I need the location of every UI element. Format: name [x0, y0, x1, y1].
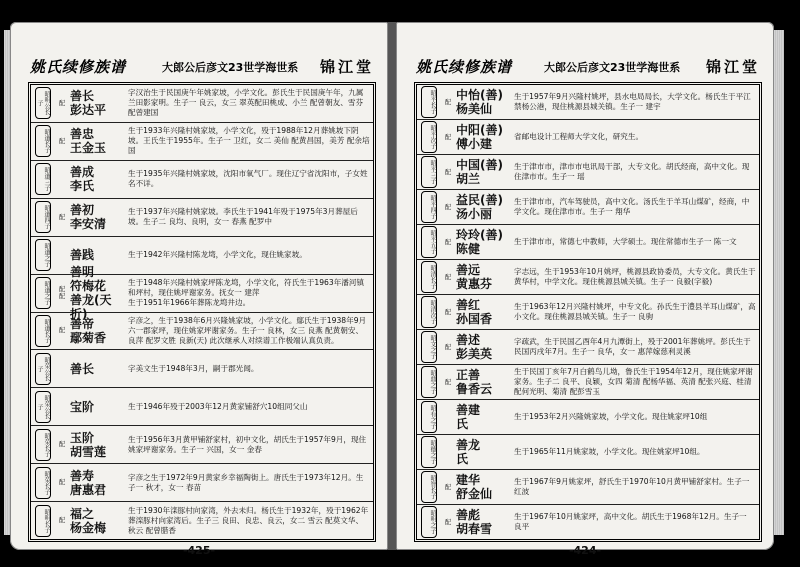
left-page-number: -425- — [182, 544, 216, 557]
relation-label: 配 — [444, 237, 452, 246]
relation-label: 配 — [444, 342, 452, 351]
person-description: 生于津市市，常德七中教师，大学硕士。现住常德市生子一 陈一文 — [514, 237, 737, 246]
person-names: 善明 符梅花 善龙(天折) — [70, 265, 112, 322]
left-book-title: 姚氏续修族谱 — [30, 58, 127, 76]
person-names: 善初 李安清 — [70, 203, 107, 232]
generation-badge: 昭荣公长子 — [35, 391, 51, 423]
person-description: 字美文生于1948年3月，嗣于郡光闻。 — [128, 363, 259, 373]
generation-badge: 昭道之子 — [35, 239, 51, 271]
left-lineage-subtitle: 大郎公后彦文23世学海世系 — [162, 61, 299, 74]
relation-label: 配 — [58, 136, 66, 145]
person-names: 玲玲(善) 陈健 — [456, 228, 503, 256]
person-names: 正善 鲁香云 — [456, 368, 493, 396]
relation-label: 配 — [58, 516, 66, 525]
person-description: 生于1965年11月姚家坡，小学文化。现住姚家坪10组。 — [514, 447, 705, 456]
genealogy-entry-row — [417, 400, 759, 435]
person-description: 字彦之生于1972年9月黄家乡幸福陶街上。唐氏生于1973年12月。生子一 秋才，女一 春苗 — [128, 472, 364, 492]
person-names: 善彪 胡春雪 — [456, 508, 493, 536]
genealogy-entry-row — [417, 330, 759, 365]
generation-badge: 昭道之子 — [35, 277, 51, 309]
person-description: 生于1957年9月兴隆村姚坪，县水电局局长，大学文化。杨氏生于平江禁杨公港，现住桃源县城关镇。生子一 建宇 — [514, 92, 751, 111]
generation-badge: 昭文之子 — [421, 331, 437, 363]
relation-label: 配 — [444, 377, 452, 386]
generation-badge: 昭道长子 — [35, 315, 51, 347]
person-description: 字彦之，生于1938年6月兴隆姚家坡，小学文化。鄢氏生于1938年9月六一郡家坪，现住姚家坪谢家务。生子一 良林，女三 良燕 配黄朝安、良萍 配罗文胜 良新(天) 此次继承人对续谱工作极端认真负责。 — [128, 315, 367, 345]
relation-label: 配 — [58, 212, 66, 221]
left-page — [10, 22, 388, 557]
person-description: 字志远，生于1953年10月姚坪，桃源县政协委员，大专文化。黄氏生于黄华村，中学文化。现住桃源县城关镇。生子一 良毅(字毅) — [514, 267, 756, 286]
person-description: 生于1930年滦豚村向家湾，外去未归。杨氏生于1932年，殁于1962年葬滦豚村向家湾后。生子三 良田、良忠、良云，女二 雪云 配莫文华、秋云 配曾腊香 — [128, 505, 369, 535]
generation-badge: 昭明长子 — [35, 505, 51, 537]
left-genealogy-table — [28, 82, 376, 542]
generation-badge: 昭德之子 — [421, 436, 437, 468]
generation-badge: 昭道长子 — [35, 125, 51, 157]
generation-badge: 昭平五子 — [421, 226, 437, 258]
relation-label: 配 — [444, 307, 452, 316]
genealogy-entry-row — [31, 85, 373, 123]
left-hall-name: 锦江堂 — [319, 58, 374, 76]
person-names: 福之 杨金梅 — [70, 506, 107, 535]
person-names: 中怡(善) 杨美仙 — [456, 88, 503, 116]
relation-label: 配 — [58, 98, 66, 107]
person-description: 生于1948年兴隆村姚家坪陈龙塆，小学文化，符氏生于1963年潘河镇和坪村，现住姚坪谢家务。抚女一 建萍 生于1951年1966年葬陈龙塆井边。 — [128, 278, 365, 308]
genealogy-entry-row — [31, 502, 373, 539]
generation-badge: 昭荣长子 — [35, 429, 51, 461]
person-description: 生于1942年兴隆村陈龙塆，小学文化，现住姚家坡。 — [128, 250, 307, 260]
person-description: 生于1956年3月黄甲铺舒家村，初中文化，胡氏生于1957年9月，现住姚家坪谢家务。生子一 兴国，女一 金春 — [128, 434, 367, 454]
right-page-edge — [774, 30, 784, 535]
person-names: 善远 黄惠芬 — [456, 263, 493, 291]
genealogy-entry-row — [417, 470, 759, 505]
generation-badge: 昭荣长子 — [35, 467, 51, 499]
genealogy-entry-row — [417, 85, 759, 120]
generation-badge: 昭道三子 — [35, 163, 51, 195]
generation-badge: 昭鼎之子 — [421, 366, 437, 398]
right-page — [396, 22, 774, 557]
genealogy-entry-row — [31, 265, 373, 322]
right-hall-name: 锦江堂 — [705, 58, 760, 76]
generation-badge: 昭清次子 — [421, 296, 437, 328]
person-names: 善践 — [70, 248, 95, 263]
person-description: 省邮电设计工程师大学文化，研究生。 — [514, 132, 644, 141]
relation-label: 配 — [444, 517, 452, 526]
left-header — [30, 56, 374, 80]
generation-badge: 昭平长子 — [421, 86, 437, 118]
relation-label: 配 — [58, 440, 66, 449]
right-book-title: 姚氏续修族谱 — [416, 58, 513, 76]
genealogy-entry-row — [31, 464, 373, 502]
generation-badge: 昭智长子 — [421, 471, 437, 503]
person-description: 生于1933年兴隆村姚家坡，小学文化，殁于1988年12月葬姚坡下阴坡。王氏生于1955年。生子一 卫红，女二 美仙 配黄昌国，美芳 配余培国 — [128, 126, 370, 156]
person-names: 宝阶 — [70, 399, 95, 414]
person-names: 善帝 鄢菊香 — [70, 316, 107, 345]
genealogy-entry-row — [31, 426, 373, 464]
generation-badge: 昭清长子 — [421, 261, 437, 293]
person-names: 中阳(善) 傅小建 — [456, 123, 503, 151]
person-description: 生于津市市，汽车驾驶员，高中文化。汤氏生于羊耳山煤矿，经商，中学文化。现住津市市。生子一 翔华 — [514, 197, 750, 216]
genealogy-entry-row — [417, 120, 759, 155]
genealogy-entry-row — [417, 365, 759, 400]
genealogy-entry-row — [417, 435, 759, 470]
person-description: 生于津市市，津市市电讯局干部，大专文化。胡氏经商，高中文化。现住津市市。生子一 瑶 — [514, 162, 750, 181]
genealogy-entry-row — [31, 313, 373, 351]
genealogy-entry-row — [417, 190, 759, 225]
person-names: 善寿 唐惠君 — [70, 468, 107, 497]
person-description: 生于1967年9月姚家坪，舒氏生于1970年10月黄甲铺舒家村。生子一 红波 — [514, 477, 750, 496]
person-names: 善红 孙国香 — [456, 298, 493, 326]
generation-badge: 昭明公长子 — [35, 87, 51, 119]
genealogy-entry-row — [417, 155, 759, 190]
person-names: 益民(善) 汤小丽 — [456, 193, 503, 221]
generation-badge: 昭平四子 — [421, 191, 437, 223]
relation-label: 配 配 — [58, 285, 66, 301]
generation-badge: 昭有之子 — [421, 401, 437, 433]
relation-label: 配 — [444, 272, 452, 281]
relation-label: 配 — [58, 326, 66, 335]
person-names: 玉阶 胡雪莲 — [70, 430, 107, 459]
person-names: 善长 — [70, 361, 95, 376]
right-lineage-subtitle: 大郎公后彦文23世学海世系 — [544, 61, 681, 74]
relation-label: 配 — [444, 202, 452, 211]
generation-badge: 昭道四子 — [35, 201, 51, 233]
right-header — [416, 56, 760, 80]
relation-label: 配 — [444, 97, 452, 106]
person-description: 生于1946年殁于2003年12月黄家铺舒穴10组同父山 — [128, 401, 308, 411]
right-page-number: -424- — [568, 544, 602, 557]
person-description: 字汉治生于民国庚午年姚家坡，小学文化。彭氏生于民国庚午年，九属兰田影家明。生子一 良云，女三 翠英配田桃成、小兰 配曾朝友、雪芬 配曾建国 — [128, 88, 364, 118]
person-description: 生于1937年兴隆村姚家坡。李氏生于1941年殁于1975年3月葬屋后坡。生子二 良均、良明，女一 春燕 配罗中 — [128, 207, 358, 227]
genealogy-entry-row — [417, 295, 759, 330]
person-names: 建华 舒金仙 — [456, 473, 493, 501]
person-description: 生于1953年2月兴隆姚家坡，小学文化。现住姚家坪10组 — [514, 412, 708, 421]
person-description: 生于1967年10月姚家坪，高中文化。胡氏生于1968年12月。生子一 良平 — [514, 512, 747, 531]
person-description: 生于1963年12月兴隆村姚坪，中专文化。孙氏生于澧县羊耳山煤矿，高小文化。现住桃源县城关镇。生子一 良驹 — [514, 302, 756, 321]
person-names: 善龙 氏 — [456, 438, 481, 466]
genealogy-entry-row — [31, 350, 373, 388]
generation-badge: 昭明之子 — [421, 506, 437, 538]
person-names: 善述 彭美英 — [456, 333, 493, 361]
relation-label: 配 — [58, 478, 66, 487]
generation-badge: 昭平三子 — [421, 156, 437, 188]
person-description: 生于民国丁亥年7月白鹤鸟儿坳，鲁氏生于1954年12月，现住姚家坪谢家务。生子二 良平、良颖，女四 菊清 配杨华福、英清 配张兴庭、桂清 配何光明、菊清 配彭雪玉 — [514, 367, 753, 396]
relation-label: 配 — [444, 167, 452, 176]
generation-badge: 昭平次子 — [421, 121, 437, 153]
person-names: 中国(善) 胡兰 — [456, 158, 503, 186]
person-description: 生于1935年兴隆村姚家坡，沈阳市氧气厂。现住辽宁省沈阳市，子女姓名不详。 — [128, 169, 368, 189]
genealogy-entry-row — [417, 225, 759, 260]
genealogy-entry-row — [31, 388, 373, 426]
person-names: 善成 李氏 — [70, 165, 95, 194]
genealogy-entry-row — [417, 260, 759, 295]
right-genealogy-table — [414, 82, 762, 542]
person-names: 善建 氏 — [456, 403, 481, 431]
relation-label: 配 — [444, 482, 452, 491]
genealogy-entry-row — [417, 505, 759, 539]
genealogy-entry-row — [31, 161, 373, 199]
person-names: 善忠 王金玉 — [70, 127, 107, 156]
generation-badge: 昭荣公长子 — [35, 353, 51, 385]
genealogy-entry-row — [31, 123, 373, 161]
relation-label: 配 — [444, 132, 452, 141]
person-description: 字疏武，生于民国乙酉年4月九潭街上，殁于2001年葬姚坪。彭氏生于民国丙戌年7月。生子一 良华，女一 惠萍嫁慈利灵溪 — [514, 337, 751, 356]
genealogy-entry-row — [31, 199, 373, 237]
book-gutter — [388, 22, 396, 550]
person-names: 善长 彭达平 — [70, 89, 107, 118]
